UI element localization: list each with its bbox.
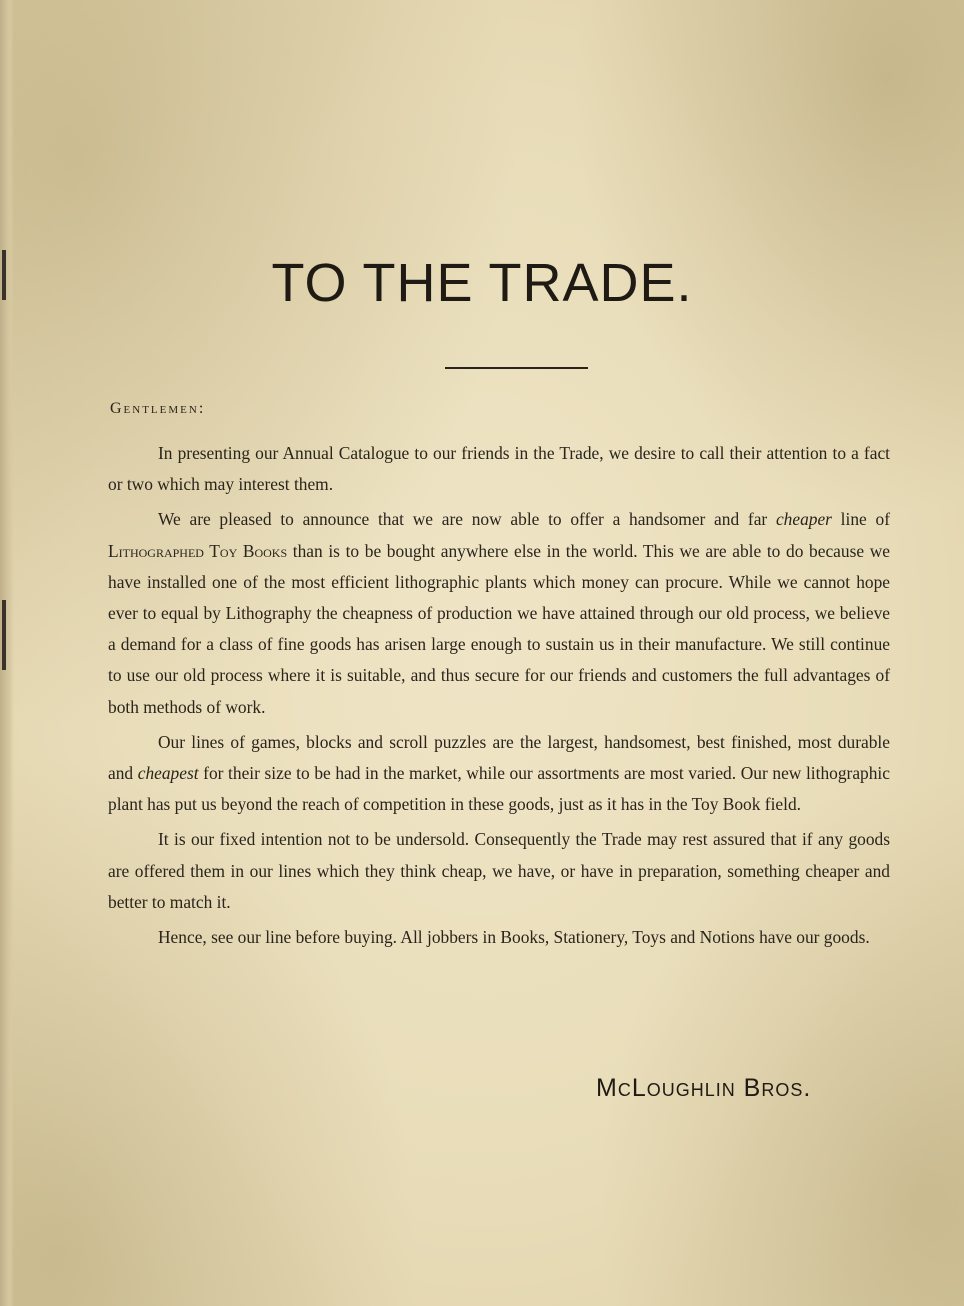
paragraph-text: than is to be bought anywhere else in the world. This we are able to do because we have installed one of the most efficient lithographic plants which money can procure. While we cannot hope ever to equal by Lithography the cheapness of production we have attained through our old process, we believe a demand for a class of fine goods has arisen large enough to sustain us in their manufacture. We still continue to use our old process where it is suitable, and thus secure for our friends and customers the full advantages of both methods of work.	[108, 540, 890, 717]
paragraph-text: In presenting our Annual Catalogue to our friends in the Trade, we desire to call their attention to a fact or two which may interest them.	[108, 443, 890, 495]
paragraph-4	[108, 824, 890, 918]
paragraph-text: Our lines of games, blocks and scroll puzzles are the largest, handsomest, best finished, most durable and	[108, 731, 890, 784]
emphasis-text: cheapest	[137, 763, 199, 784]
paragraph-text: Hence, see our line before buying. All jobbers in Books, Stationery, Toys and Notions have our goods.	[158, 927, 870, 948]
signature: McLoughlin Bros.	[596, 1074, 812, 1102]
paragraph-5	[108, 922, 890, 953]
paragraph-text: We are pleased to announce that we are now able to offer a handsomer and far	[158, 509, 776, 530]
letter-body	[108, 438, 890, 957]
page-title: TO THE TRADE.	[271, 253, 693, 313]
binding-stitch-mark	[2, 600, 6, 670]
small-caps-text: Lithographed Toy Books	[108, 540, 288, 561]
emphasis-text: cheaper	[775, 509, 832, 530]
paragraph-3	[108, 727, 890, 821]
paragraph-2	[108, 504, 890, 722]
title-divider	[445, 367, 588, 369]
paragraph-1	[108, 438, 890, 500]
paragraph-text: for their size to be had in the market, while our assortments are most varied. Our new lithographic plant has put us beyond the reach of competition in these goods, just as it has in the Toy Book field.	[108, 763, 890, 815]
paragraph-text: It is our fixed intention not to be undersold. Consequently the Trade may rest assured that if any goods are offered them in our lines which they think cheap, we have, or have in preparation, something cheaper and better to match it.	[108, 829, 890, 912]
salutation: Gentlemen:	[110, 400, 206, 417]
page-binding-edge	[0, 0, 14, 1306]
paragraph-text: line of	[831, 509, 890, 530]
